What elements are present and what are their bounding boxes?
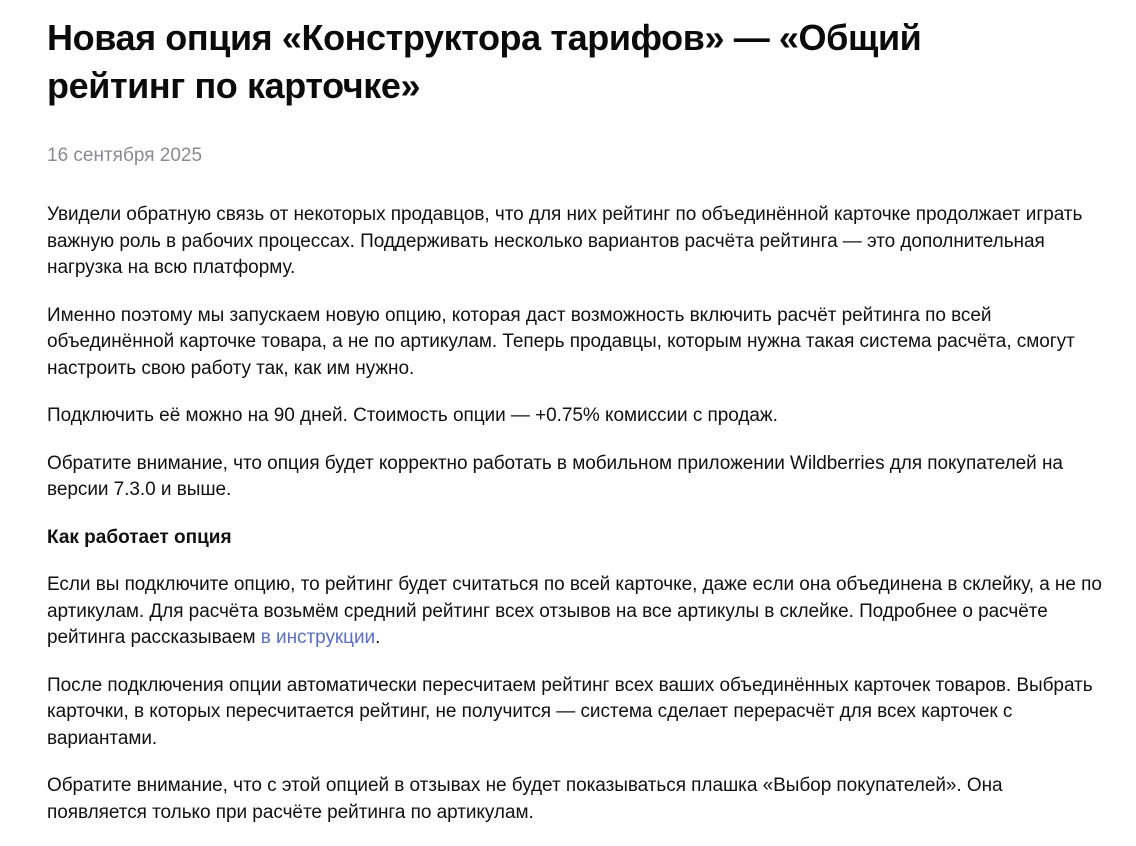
paragraph-recalculation: После подключения опции автоматически пересчитаем рейтинг всех ваших объединённых карточек товаров. Выбрать карточки, в которых пересчитается рейтинг, не получится — система сделает перерасчёт для всех карточек с вариантами. [47, 674, 1093, 749]
paragraph-app-version: Обратите внимание, что опция будет корректно работать в мобильном приложении Wildberries для покупателей на версии 7.3.0 и выше. [47, 452, 1063, 500]
section-heading-how-it-works: Как работает опция [47, 526, 232, 548]
paragraph-how-it-works-end: . [375, 627, 381, 648]
publication-date: 16 сентября 2025 [47, 145, 203, 166]
paragraph-how-it-works [47, 572, 1107, 652]
article-title: Новая опция «Конструктора тарифов» — «Общий рейтинг по карточке» [47, 17, 922, 106]
instruction-link[interactable]: в инструкции [260, 627, 376, 648]
paragraph-new-option: Именно поэтому мы запускаем новую опцию, которая даст возможность включить расчёт рейтинга по всей объединённой карточке товара, а не по артикулам. Теперь продавцы, которым нужна такая система расчёта, смогут настроить свою работу так, как им нужно. [47, 304, 1075, 379]
article-body [47, 202, 1107, 826]
paragraph-buyer-choice-note: Обратите внимание, что с этой опцией в отзывах не будет показываться плашка «Выбор покупателей». Она появляется только при расчёте рейтинга по артикулам. [47, 775, 1003, 823]
paragraph-pricing: Подключить её можно на 90 дней. Стоимость опции — +0.75% комиссии с продаж. [47, 405, 778, 426]
paragraph-feedback: Увидели обратную связь от некоторых продавцов, что для них рейтинг по объединённой карточке продолжает играть важную роль в рабочих процессах. Поддерживать несколько вариантов расчёта рейтинга — это дополнительная нагрузка на всю платформу. [47, 204, 1083, 278]
paragraph-how-it-works-text: Если вы подключите опцию, то рейтинг будет считаться по всей карточке, даже если она объединена в склейку, а не по артикулам. Для расчёта возьмём средний рейтинг всех отзывов на все артикулы в склейке. Подробнее о расчёте рейтинга рассказываем [47, 574, 1102, 648]
